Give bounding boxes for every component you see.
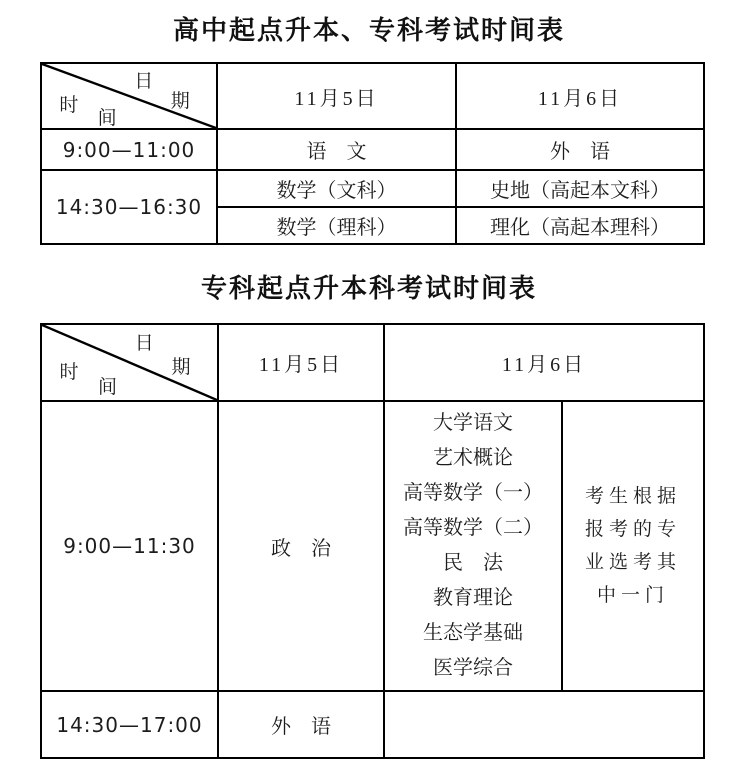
time-cell: 14:30—16:30 [41, 170, 217, 244]
corner-date-char-2: 期 [171, 357, 191, 378]
table-row [41, 63, 704, 129]
subject-cell-chinese: 语 文 [217, 129, 456, 170]
header-cell-nov5: 11月5日 [217, 63, 456, 129]
time-cell: 14:30—17:00 [41, 691, 218, 758]
elective-note-text: 考生根据报考的专业选考其中一门 [584, 486, 681, 606]
subject-cell-politics: 政 治 [218, 401, 384, 691]
table-row [41, 170, 704, 207]
table1-title: 高中起点升本、专科考试时间表 [172, 16, 565, 45]
corner-header-cell [41, 324, 218, 401]
highschool-start-exam-table [40, 62, 705, 245]
subject-cell-physics-chemistry: 理化（高起本理科） [456, 207, 704, 244]
header-cell-nov5: 11月5日 [218, 324, 384, 401]
elective-item: 大学语文 [433, 412, 513, 434]
table-row [41, 324, 704, 401]
corner-time-char-2: 间 [98, 376, 118, 398]
header-cell-nov6: 11月6日 [456, 63, 704, 129]
subject-cell-history-geography: 史地（高起本文科） [456, 170, 704, 207]
corner-time-char-1: 时 [59, 95, 79, 116]
elective-note-cell [562, 401, 704, 691]
table-row [41, 129, 704, 170]
header-cell-nov6: 11月6日 [384, 324, 704, 401]
table-row [41, 691, 704, 758]
corner-date-char-1: 日 [134, 70, 154, 92]
corner-date-char-2: 期 [170, 91, 190, 113]
elective-item: 艺术概论 [433, 447, 513, 469]
corner-time-char-2: 间 [97, 107, 117, 129]
elective-item: 高等数学（一） [403, 482, 543, 504]
corner-date-char-1: 日 [134, 333, 154, 354]
elective-item: 教育理论 [433, 587, 513, 609]
corner-header-cell [41, 63, 217, 129]
empty-cell [384, 691, 704, 758]
subject-cell-foreign-language: 外 语 [218, 691, 384, 758]
elective-item: 高等数学（二） [403, 517, 543, 539]
elective-item: 医学综合 [433, 657, 513, 679]
subject-cell-math-science: 数学（理科） [217, 207, 456, 244]
table2-title: 专科起点升本科考试时间表 [200, 274, 537, 303]
college-start-exam-table [40, 323, 705, 759]
electives-list-cell [384, 401, 562, 691]
subject-cell-foreign-language: 外 语 [456, 129, 704, 170]
subject-cell-math-liberal: 数学（文科） [217, 170, 456, 207]
table-row [41, 401, 704, 691]
elective-item: 生态学基础 [423, 622, 523, 644]
corner-time-char-1: 时 [59, 361, 79, 383]
time-cell: 9:00—11:00 [41, 129, 217, 170]
time-cell: 9:00—11:30 [41, 401, 218, 691]
elective-item: 民 法 [443, 552, 503, 574]
